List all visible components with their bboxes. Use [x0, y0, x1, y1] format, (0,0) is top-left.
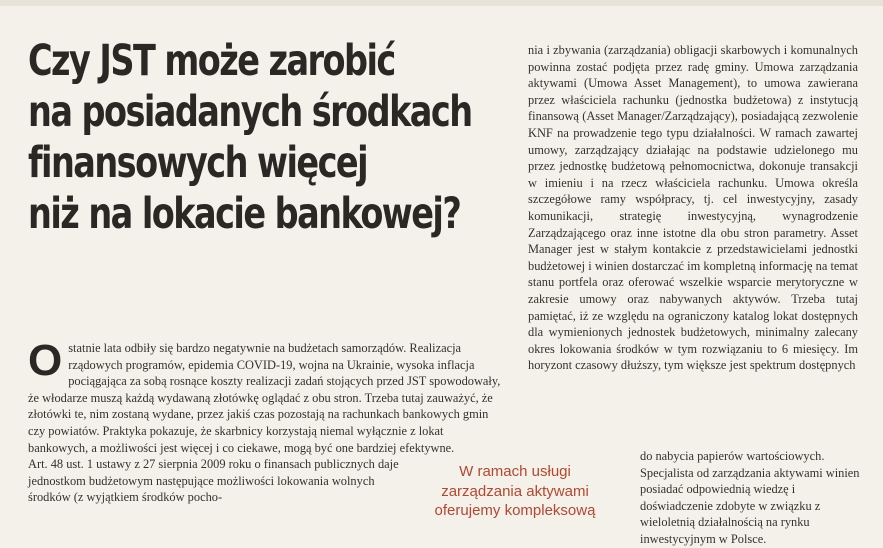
- title-line: na posiadanych środkach: [28, 87, 472, 137]
- right-column: [528, 42, 858, 374]
- drop-cap: O: [28, 336, 63, 385]
- article-title: [28, 36, 512, 240]
- right-column-continuation: [640, 448, 860, 548]
- right-column-text: nia i zbywania (zarządzania) obligacji skarbowych i komunalnych powinna zostać podjęta przez radę gminy. Umowa zarządzania aktywami (Umowa Asset Management), to umowa zawierana przez właściciela rachunku (jednostka budżetowa) z instytucją finansową (Asset Manager/Zarządzający), posiadającą zezwolenie KNF na prowadzenie tego typu działalności. W ramach zawartej umowy, zarządzający działając na podstawie udzielonego mu przez jednostkę budżetową pełnomocnictwa, dokonuje transakcji w imieniu i na rzecz właściciela rachunku. Umowa określa szczegółowe ramy współpracy, tj. cel inwestycyjny, zasady komunikacji, strategię inwestycyjną, wynagrodzenie Zarządzającego oraz inne istotne dla obu stron parametry. Asset Manager jest w stałym kontakcie z przedstawicielami jednostki budżetowej i winien dostarczać im kompletną informację na temat stanu portfela oraz oferować wszelkie wsparcie merytoryczne w zakresie umowy oraz nabywanych aktywów. Trzeba tutaj pamiętać, iż ze względu na ograniczony katalog lokat dostępnych dla wymienionych jednostek budżetowych, minimalny zalecany okres lokowania środków w tym rozwiązaniu to 6 miesięcy. Im horyzont czasowy dłuższy, tym większe jest spektrum dostępnych: [528, 43, 858, 373]
- pull-quote: W ramach usługi zarządzania aktywami oferujemy kompleksową: [434, 463, 596, 519]
- right-inset-text: do nabycia papierów wartościowych. Specjalista od zarządzania aktywami winien posiadać odpowiednią wiedzę i doświadczenie zdobyte w związku z wieloletnią działalnością na rynku inwestycyjnym w Polsce.: [640, 449, 860, 546]
- title-line: niż na lokacie bankowej?: [28, 189, 461, 239]
- lead-text: statnie lata odbiły się bardzo negatywnie na budżetach samorządów. Realizacja rządowych programów, epidemia COVID-19, wojna na Ukrainie, wysoka inflacja pociągająca za sobą rosnące koszty realizacji zadań stojących przed JST spowodowały, że włodarze muszą każdą wydawaną złotówkę oglądać z obu stron. Trzeba tutaj zauważyć, że złotówki te, nim zostaną wydane, przez jakiś czas pozostają na rachunkach bankowych gmin czy powiatów. Praktyka pokazuje, że skarbnicy korzystają niemal wyłącznie z lokat bankowych, a możliwości jest więcej i co ciekawe, mogą być one bardziej efektywne.: [28, 341, 501, 455]
- title-line: finansowych więcej: [28, 138, 368, 188]
- title-line: Czy JST może zarobić: [28, 36, 395, 86]
- page-top-edge: [0, 0, 883, 6]
- lead-paragraph: [28, 336, 506, 456]
- law-paragraph: Art. 48 ust. 1 ustawy z 27 sierpnia 2009 roku o finansach publicznych daje jednostkom budżetowym następujące możliwości lokowania wolnych środków (z wyjątkiem środków pocho-: [28, 457, 399, 505]
